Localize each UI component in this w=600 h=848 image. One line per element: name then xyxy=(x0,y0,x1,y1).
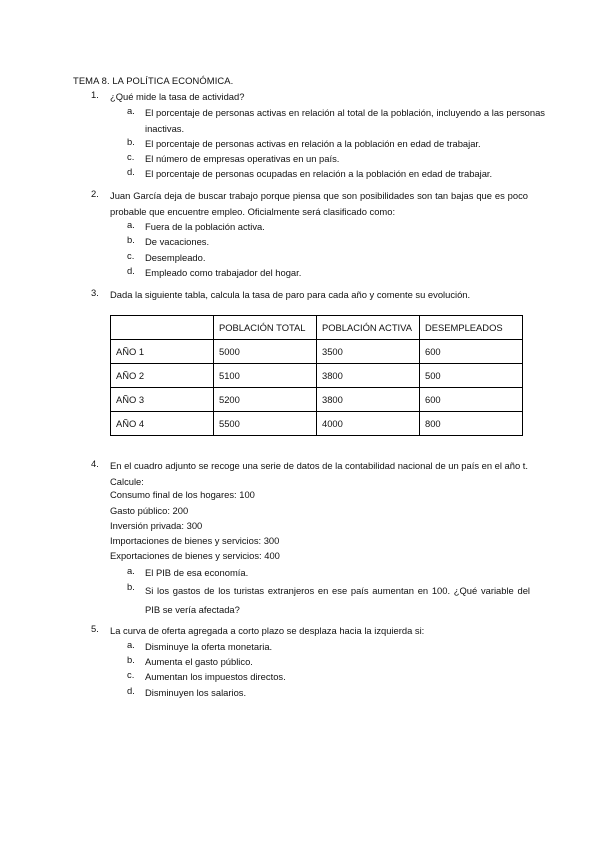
question-text: ¿Qué mide la tasa de actividad? xyxy=(110,91,245,102)
data-line: Exportaciones de bienes y servicios: 400 xyxy=(110,550,280,561)
table-row xyxy=(111,388,523,412)
table-cell: 5500 xyxy=(214,412,317,436)
table-cell: AÑO 4 xyxy=(111,412,214,436)
data-line: Importaciones de bienes y servicios: 300 xyxy=(110,535,280,546)
question-number: 1. xyxy=(91,89,99,100)
table-cell: 5200 xyxy=(214,388,317,412)
question-text: Dada la siguiente tabla, calcula la tasa de paro para cada año y comente su evolución. xyxy=(110,289,471,300)
option-text: Empleado como trabajador del hogar. xyxy=(145,267,302,278)
option-letter: b. xyxy=(127,136,135,147)
option-letter: c. xyxy=(127,151,135,162)
table-header-row xyxy=(111,316,523,340)
document-title: TEMA 8. LA POLÍTICA ECONÓMICA. xyxy=(73,75,234,86)
question-number: 5. xyxy=(91,623,99,634)
option-letter: c. xyxy=(127,669,135,680)
question-number: 2. xyxy=(91,188,99,199)
data-line: Consumo final de los hogares: 100 xyxy=(110,489,255,500)
option-letter: b. xyxy=(127,234,135,245)
table-cell: AÑO 2 xyxy=(111,364,214,388)
option-letter: b. xyxy=(127,654,135,665)
option-letter: a. xyxy=(127,219,135,230)
option-text: Disminuyen los salarios. xyxy=(145,687,247,698)
table-cell: 600 xyxy=(420,340,523,364)
table-cell: 4000 xyxy=(317,412,420,436)
data-table xyxy=(110,315,523,436)
table-row xyxy=(111,364,523,388)
option-letter: d. xyxy=(127,166,135,177)
data-line: Inversión privada: 300 xyxy=(110,520,203,531)
option-text: Aumenta el gasto público. xyxy=(145,656,253,667)
table-header-cell xyxy=(111,316,214,340)
option-text: Fuera de la población activa. xyxy=(145,221,265,232)
data-line: Gasto público: 200 xyxy=(110,505,189,516)
question-text: En el cuadro adjunto se recoge una serie de datos de la contabilidad nacional de un país en el año t. Calcule: xyxy=(110,460,529,487)
table-cell: 5000 xyxy=(214,340,317,364)
question-number: 4. xyxy=(91,458,99,469)
table-cell: 500 xyxy=(420,364,523,388)
question-text: Juan García deja de buscar trabajo porque piensa que son posibilidades son tan bajas que es poco probable que encuentre empleo. Oficialmente será clasificado como: xyxy=(110,190,528,217)
table-cell: AÑO 3 xyxy=(111,388,214,412)
option-letter: d. xyxy=(127,685,135,696)
option-text: De vacaciones. xyxy=(145,236,210,247)
option-text: Si los gastos de los turistas extranjeros en ese país aumentan en 100. ¿Qué variable del PIB se vería afectada? xyxy=(145,585,530,615)
question-text: La curva de oferta agregada a corto plazo se desplaza hacia la izquierda si: xyxy=(110,625,425,636)
table-cell: 800 xyxy=(420,412,523,436)
option-text: El número de empresas operativas en un país. xyxy=(145,153,340,164)
table-row xyxy=(111,412,523,436)
table-cell: 3800 xyxy=(317,364,420,388)
table-header-cell: POBLACIÓN ACTIVA xyxy=(317,316,420,340)
option-text: El porcentaje de personas activas en relación al total de la población, incluyendo a las personas inactivas. xyxy=(145,107,545,134)
table-header-cell: POBLACIÓN TOTAL xyxy=(214,316,317,340)
table-cell: 3800 xyxy=(317,388,420,412)
option-text: El PIB de esa economía. xyxy=(145,567,249,578)
option-text: El porcentaje de personas activas en relación a la población en edad de trabajar. xyxy=(145,138,481,149)
option-text: Aumentan los impuestos directos. xyxy=(145,671,286,682)
table-row xyxy=(111,340,523,364)
question-number: 3. xyxy=(91,287,99,298)
option-letter: b. xyxy=(127,581,135,592)
table-cell: 600 xyxy=(420,388,523,412)
option-letter: a. xyxy=(127,639,135,650)
option-text: Disminuye la oferta monetaria. xyxy=(145,641,273,652)
option-letter: d. xyxy=(127,265,135,276)
option-letter: c. xyxy=(127,250,135,261)
option-text: El porcentaje de personas ocupadas en relación a la población en edad de trabajar. xyxy=(145,168,493,179)
option-text: Desempleado. xyxy=(145,252,206,263)
table-cell: 3500 xyxy=(317,340,420,364)
table-header-cell: DESEMPLEADOS xyxy=(420,316,523,340)
table-cell: AÑO 1 xyxy=(111,340,214,364)
option-letter: a. xyxy=(127,105,135,116)
option-letter: a. xyxy=(127,565,135,576)
table-cell: 5100 xyxy=(214,364,317,388)
